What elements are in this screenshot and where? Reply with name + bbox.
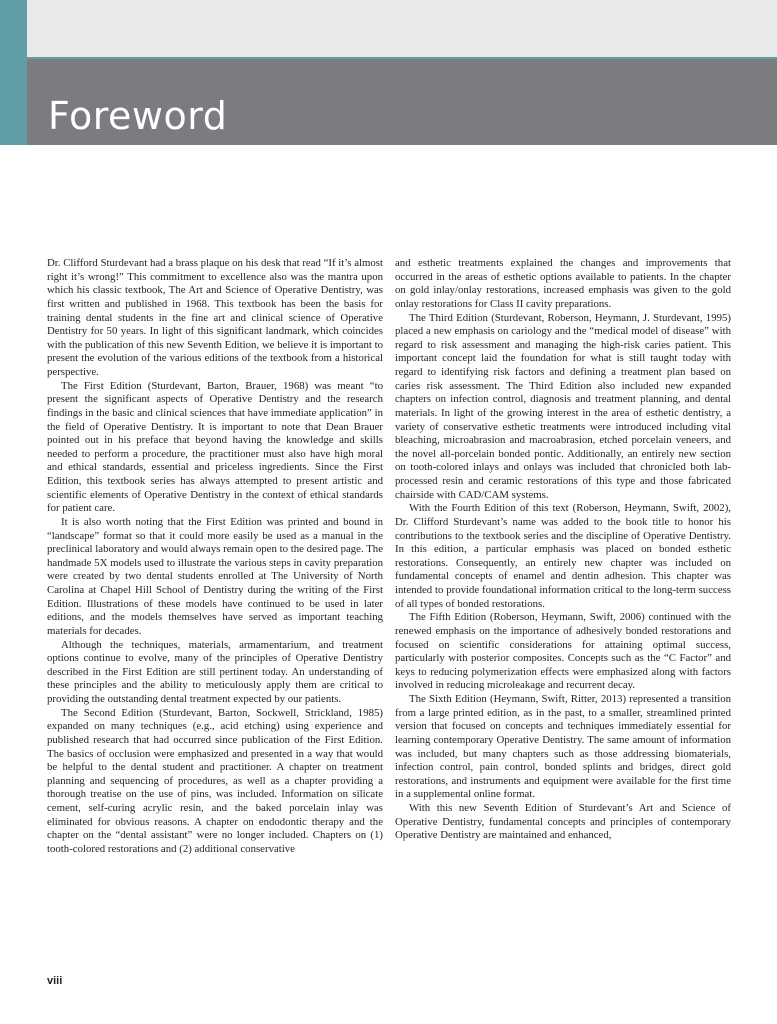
page-number: viii [47, 975, 63, 987]
right-column [395, 257, 731, 843]
paragraph: It is also worth noting that the First Edition was printed and bound in “landscape” format so that it could more easily be used as a manual in the preclinical laboratory and would always remain open to the desired page. The handmade 5X models used to illustrate the various steps in cavity preparation were created by two dental students enrolled at The University of North Carolina at Chapel Hill School of Dentistry during the writing of the First Edition. Illustrations of these models have continued to be used in later editions, and the models themselves have served as important teaching materials for decades. [47, 515, 383, 637]
paragraph: With the Fourth Edition of this text (Roberson, Heymann, Swift, 2002), Dr. Clifford Sturdevant’s name was added to the book title to honor his contributions to the textbook series and the discipline of Operative Dentistry. In this edition, a particular emphasis was placed on bonded esthetic restorations. Consequently, an entirely new chapter was included on fundamental concepts of enamel and dentin adhesion. This chapter was intended to provide foundational information critical to the long-term success of all types of bonded restorations. [395, 502, 731, 610]
paragraph: Although the techniques, materials, armamentarium, and treatment options continue to evolve, many of the principles of Operative Dentistry described in the First Edition are still pertinent today. An understanding of these principles and the ability to meticulously apply them are critical to providing the outstanding dental treatment expected by our patients. [47, 638, 383, 705]
paragraph: The First Edition (Sturdevant, Barton, Brauer, 1968) was meant “to present the significant aspects of Operative Dentistry and the research findings in the basic and clinical sciences that have immediate application” in the field of Operative Dentistry. It is important to note that Dean Brauer pointed out in his preface that beyond having the knowledge and skills needed to perform a procedure, the practitioner must also have high moral and ethical standards, essential and priceless ingredients. Since the First Edition, this textbook series has always attempted to present artistic and scientific elements of Operative Dentistry in the context of ethical standards for patient care. [47, 379, 383, 515]
header-top-bar [0, 0, 777, 57]
paragraph: The Second Edition (Sturdevant, Barton, Sockwell, Strickland, 1985) expanded on many techniques (e.g., acid etching) using experience and published research that had occurred since publication of the First Edition. The basics of occlusion were emphasized and presented in a way that would be helpful to the dental student and practitioner. A chapter on treatment planning and sequencing of procedures, as well as a chapter providing a thorough treatise on the use of pins, was included. Information on silicate cement, self-curing acrylic resin, and the baked porcelain inlay was eliminated for obvious reasons. A chapter on endodontic therapy and the chapter on the “dental assistant” were no longer included. Chapters on (1) tooth-colored restorations and (2) additional conservative [47, 706, 383, 855]
paragraph: Dr. Clifford Sturdevant had a brass plaque on his desk that read “If it’s almost right it’s wrong!” This commitment to excellence also was the mantra upon which his classic textbook, The Art and Science of Operative Dentistry, was first written and published in 1968. This textbook has been the basis for training dental students in the fine art and clinical science of Operative Dentistry for 50 years. In light of this significant landmark, which coincides with the publication of this new Seventh Edition, we believe it is important to present the evolution of the various editions of the textbook from a historical perspective. [47, 257, 383, 378]
paragraph: The Fifth Edition (Roberson, Heymann, Swift, 2006) continued with the renewed emphasis on the importance of adhesively bonded restorations and focused on scientific considerations for attaining optimal success, particularly with posterior composites. Concepts such as the “C Factor” and keys to reducing polymerization effects were emphasized along with factors involved in reducing microleakage and recurrent decay. [395, 611, 731, 692]
accent-strip [0, 0, 27, 145]
paragraph: and esthetic treatments explained the changes and improvements that occurred in the areas of esthetic options available to patients. In the chapter on gold inlay/onlay restorations, increased emphasis was given to the gold onlay restorations for Class II cavity preparations. [395, 257, 731, 310]
paragraph: With this new Seventh Edition of Sturdevant’s Art and Science of Operative Dentistry, fundamental concepts and principles of contemporary Operative Dentistry are maintained and enhanced, [395, 802, 731, 842]
page-title: Foreword [48, 94, 228, 138]
left-column [47, 257, 383, 857]
paragraph: The Sixth Edition (Heymann, Swift, Ritter, 2013) represented a transition from a large printed edition, as in the past, to a smaller, streamlined printed version that focused on concepts and techniques immediately essential for learning contemporary Operative Dentistry. The same amount of information was included, but many chapters such as those addressing biomaterials, infection control, pain control, bonded splints and bridges, direct gold restorations, and instruments and equipment were available for the first time in a supplemental online format. [395, 693, 731, 801]
paragraph: The Third Edition (Sturdevant, Roberson, Heymann, J. Sturdevant, 1995) placed a new emphasis on cariology and the “medical model of disease” with regard to risk assessment and managing the high-risk caries patient. This important concept laid the foundation for what is still taught today with regard to identifying risk factors and defining a treatment plan based on caries risk assessment. The Third Edition also included new expanded chapters on infection control, diagnosis and treatment planning, and dental materials. In light of the growing interest in the area of esthetic dentistry, a variety of conservative esthetic treatments were introduced including vital bleaching, microabrasion and macroabrasion, etched porcelain veneers, and the novel all-porcelain bonded pontic. Additionally, an entirely new section on tooth-colored inlays and onlays was included that chronicled both lab-processed resin and ceramic restorations of this type and those fabricated chairside with CAD/CAM systems. [395, 311, 731, 501]
